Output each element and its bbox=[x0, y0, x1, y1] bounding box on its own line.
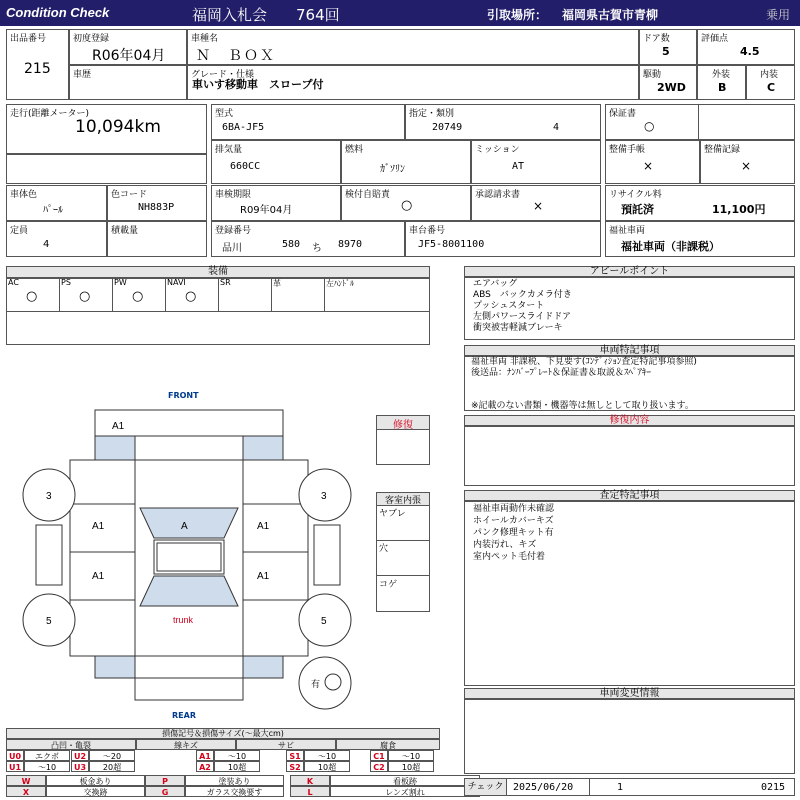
recycle-label: リサイクル料 bbox=[609, 190, 662, 200]
rear-label: REAR bbox=[172, 711, 196, 720]
equipment-label: PS bbox=[61, 278, 71, 287]
legend-code: L bbox=[290, 786, 330, 797]
equipment-value: ○ bbox=[26, 289, 38, 304]
legend-code: W bbox=[6, 775, 46, 786]
color-value: ﾊﾟｰﾙ bbox=[43, 205, 63, 216]
legend-desc: 板金あり bbox=[46, 775, 145, 786]
interior-label: 内装 bbox=[760, 70, 779, 80]
text-line: エアバッグ bbox=[473, 279, 518, 289]
legend-code: S1 bbox=[286, 750, 304, 761]
legend-desc: レンズ割れ bbox=[330, 786, 480, 797]
load-label: 積載量 bbox=[111, 226, 139, 236]
equipment-value: ○ bbox=[132, 289, 144, 304]
displacement-box bbox=[211, 140, 341, 184]
color-label: 車体色 bbox=[10, 190, 38, 200]
doors-label: ドア数 bbox=[643, 34, 670, 44]
model-label: 車種名 bbox=[191, 34, 219, 44]
color-box bbox=[6, 185, 107, 221]
legend-code: U0 bbox=[6, 750, 24, 761]
warranty-divider bbox=[698, 104, 699, 140]
legend-desc: 看板跡 bbox=[330, 775, 480, 786]
legend-code: A1 bbox=[196, 750, 214, 761]
mark-right-front-door: A1 bbox=[257, 521, 270, 532]
appeal-title: アピールポイント bbox=[464, 266, 795, 277]
interior-item: 穴 bbox=[377, 541, 429, 576]
mileage-blank bbox=[6, 154, 207, 184]
approval-label: 承認請求書 bbox=[475, 190, 521, 200]
fuel-value: ｶﾞｿﾘﾝ bbox=[380, 164, 405, 175]
mark-front-bumper: A1 bbox=[112, 421, 125, 432]
legend-desc: ～10 bbox=[24, 761, 70, 772]
legend-code: U1 bbox=[6, 761, 24, 772]
drive-box bbox=[639, 65, 697, 100]
text-line: パンク修理キット有 bbox=[473, 528, 554, 538]
mark-left-front-door: A1 bbox=[92, 521, 105, 532]
capacity-label: 定員 bbox=[10, 226, 29, 236]
equipment-label: PW bbox=[114, 278, 127, 287]
interior-trim-box bbox=[376, 492, 430, 612]
assessment-title: 査定特記事項 bbox=[464, 490, 795, 501]
exterior-box bbox=[697, 65, 746, 100]
legend-code: P bbox=[145, 775, 185, 786]
pickup-location: 福岡県古賀市青柳 bbox=[562, 8, 659, 22]
mileage-value: 10,094km bbox=[75, 117, 161, 137]
plate-number: 8970 bbox=[338, 239, 363, 250]
welfare-label: 福祉車両 bbox=[609, 226, 646, 236]
equipment-label: NAVI bbox=[167, 278, 186, 287]
inspection-box bbox=[211, 185, 341, 221]
equipment-label: 革 bbox=[273, 279, 281, 288]
repair-content-title: 修復内容 bbox=[464, 415, 795, 426]
equipment-title: 装備 bbox=[6, 266, 430, 278]
legend-desc: エクボ bbox=[24, 750, 70, 761]
legend-desc: ～10 bbox=[214, 750, 260, 761]
lot-label: 出品番号 bbox=[10, 34, 47, 44]
legend-code: U3 bbox=[71, 761, 89, 772]
equipment-row-divider bbox=[6, 311, 430, 312]
legend-desc: ～20 bbox=[89, 750, 135, 761]
legend-desc: 塗装あり bbox=[185, 775, 284, 786]
equipment-col-divider bbox=[324, 278, 325, 311]
insurance-box bbox=[341, 185, 471, 221]
record-box bbox=[700, 140, 795, 184]
lot-number: 215 bbox=[24, 61, 51, 77]
exterior-grade: B bbox=[718, 81, 727, 94]
mark-right-rear-door: A1 bbox=[257, 571, 270, 582]
score-value: 4.5 bbox=[740, 45, 760, 58]
displacement-value: 660CC bbox=[230, 161, 261, 172]
insurance-label: 検付自賠責 bbox=[345, 190, 391, 200]
vehicle-type: 乗用 bbox=[766, 8, 791, 22]
change-title: 車両変更情報 bbox=[464, 688, 795, 699]
interior-item: ヤブレ bbox=[377, 506, 429, 541]
notes-title: 車両特記事項 bbox=[464, 345, 795, 356]
legend-code: C2 bbox=[370, 761, 388, 772]
legend-code: C1 bbox=[370, 750, 388, 761]
text-line: ホイールカバーキズ bbox=[473, 516, 554, 526]
type-value: 6BA-JF5 bbox=[222, 122, 265, 133]
mileage-label: 走行(距離メーター) bbox=[10, 109, 90, 119]
drive-label: 駆動 bbox=[643, 70, 662, 80]
legend-code: X bbox=[6, 786, 46, 797]
brand-title: Condition Check bbox=[6, 5, 110, 20]
legend-code: G bbox=[145, 786, 185, 797]
drive-value: 2WD bbox=[657, 81, 686, 94]
welfare-box bbox=[605, 221, 795, 257]
text-line: 福祉車両動作未確認 bbox=[473, 504, 555, 514]
plate-label: 登録番号 bbox=[215, 226, 252, 236]
equipment-label: 左ﾊﾝﾄﾞﾙ bbox=[326, 279, 354, 288]
recycle-value: 11,100円 bbox=[712, 203, 766, 216]
repair-content-box bbox=[464, 426, 795, 486]
record-label: 整備記録 bbox=[704, 145, 741, 155]
class-value: 4 bbox=[553, 122, 560, 133]
score-box bbox=[697, 29, 795, 65]
mileage-box bbox=[6, 104, 207, 154]
equipment-label: AC bbox=[8, 278, 19, 287]
history-label: 車歴 bbox=[73, 70, 92, 80]
mark-hood: A bbox=[181, 521, 188, 532]
appeal-box bbox=[464, 277, 795, 340]
equipment-col-divider bbox=[59, 278, 60, 311]
legend-code: S2 bbox=[286, 761, 304, 772]
notes-footer: ※記載のない書類・機器等は無しとして取り扱います。 bbox=[471, 401, 694, 411]
car-diagram bbox=[0, 400, 380, 710]
legend-group: 線キズ bbox=[136, 739, 236, 750]
exterior-label: 外装 bbox=[712, 70, 731, 80]
check-lot: 0215 bbox=[761, 782, 786, 793]
displacement-label: 排気量 bbox=[215, 145, 243, 155]
doors-box bbox=[639, 29, 697, 65]
legend-desc: 10超 bbox=[214, 761, 260, 772]
grade-label: グレード・仕様 bbox=[191, 70, 255, 80]
history-box bbox=[69, 65, 187, 100]
interior-item: コゲ bbox=[379, 580, 398, 590]
text-line: ABS バックカメラ付き bbox=[473, 290, 572, 300]
text-line: 衝突被害軽減ブレーキ bbox=[473, 323, 563, 333]
check-count: 1 bbox=[617, 782, 624, 793]
check-date: 2025/06/20 bbox=[513, 782, 574, 793]
first-reg-label: 初度登録 bbox=[73, 34, 110, 44]
footer-box bbox=[464, 778, 795, 796]
change-box bbox=[464, 699, 795, 774]
equipment-label: SR bbox=[220, 278, 231, 287]
interior-box bbox=[746, 65, 795, 100]
recycle-box bbox=[605, 185, 795, 221]
text-line: 左側パワースライドドア bbox=[473, 312, 572, 322]
mark-left-rear-door: A1 bbox=[92, 571, 105, 582]
manual-box bbox=[605, 140, 700, 184]
type-box bbox=[211, 104, 405, 140]
spec-label: 指定・類別 bbox=[409, 109, 455, 119]
score-label: 評価点 bbox=[701, 34, 729, 44]
model-box bbox=[187, 29, 639, 65]
warranty-value: ○ bbox=[644, 119, 655, 133]
capacity-box bbox=[6, 221, 107, 257]
legend-group: 腐食 bbox=[336, 739, 440, 750]
equipment-col-divider bbox=[165, 278, 166, 311]
legend-title: 損傷記号＆損傷サイズ(～最大cm) bbox=[6, 728, 440, 739]
legend-desc: ～10 bbox=[388, 750, 434, 761]
text-line: 後送品：ﾅﾝﾊﾞｰﾌﾟﾚｰﾄ＆保証書＆取説＆ｽﾍﾟｱｷｰ bbox=[471, 368, 652, 378]
spec-box bbox=[405, 104, 601, 140]
legend-desc: 交換跡 bbox=[46, 786, 145, 797]
warranty-box bbox=[605, 104, 795, 140]
doors-value: 5 bbox=[662, 45, 670, 58]
manual-value: × bbox=[643, 159, 654, 173]
mark-wheel-rl: 5 bbox=[46, 616, 52, 627]
legend-code: K bbox=[290, 775, 330, 786]
equipment-col-divider bbox=[112, 278, 113, 311]
inspection-label: 車検期限 bbox=[215, 190, 252, 200]
first-registration-box bbox=[69, 29, 187, 65]
plate-area: 品川 bbox=[222, 243, 242, 254]
approval-value: × bbox=[533, 199, 544, 213]
legend-group: サビ bbox=[236, 739, 336, 750]
chassis-box bbox=[405, 221, 601, 257]
approval-box bbox=[471, 185, 601, 221]
trunk-label: trunk bbox=[173, 615, 194, 625]
equipment-col-divider bbox=[271, 278, 272, 311]
grade-value: 車いす移動車 スロープ付 bbox=[192, 78, 324, 91]
equipment-value: ○ bbox=[79, 289, 91, 304]
check-label: チェック bbox=[465, 779, 507, 795]
capacity-value: 4 bbox=[43, 239, 50, 250]
front-label: FRONT bbox=[168, 391, 199, 400]
mark-spare: 有 bbox=[311, 679, 321, 689]
plate-kana: ち bbox=[312, 243, 322, 254]
legend-desc: 10超 bbox=[388, 761, 434, 772]
color-code-label: 色コード bbox=[111, 190, 148, 200]
footer-divider bbox=[589, 779, 590, 795]
pickup-label: 引取場所： bbox=[487, 8, 548, 22]
legend-desc: 10超 bbox=[304, 761, 350, 772]
chassis-value: JF5-8001100 bbox=[418, 239, 485, 250]
text-line: 室内ペット毛付着 bbox=[473, 552, 546, 562]
color-code-value: NH883P bbox=[138, 202, 175, 213]
mark-wheel-fr: 3 bbox=[321, 491, 327, 502]
legend-code: U2 bbox=[71, 750, 89, 761]
spec-value: 20749 bbox=[432, 122, 463, 133]
welfare-value: 福祉車両（非課税） bbox=[621, 240, 720, 253]
type-label: 型式 bbox=[215, 109, 234, 119]
insurance-value: ○ bbox=[401, 198, 413, 213]
mission-value: AT bbox=[512, 161, 525, 172]
legend-desc: ガラス交換要す bbox=[185, 786, 284, 797]
grade-box bbox=[187, 65, 639, 100]
legend-desc: ～10 bbox=[304, 750, 350, 761]
fuel-label: 燃料 bbox=[345, 145, 364, 155]
mission-label: ミッション bbox=[475, 145, 520, 155]
model-name: Ｎ ＢＯＸ bbox=[196, 48, 276, 64]
manual-label: 整備手帳 bbox=[609, 145, 646, 155]
notes-box bbox=[464, 356, 795, 411]
repair-box bbox=[376, 415, 430, 465]
text-line: 内装汚れ、キズ bbox=[473, 540, 537, 550]
auction-name: 福岡入札会 bbox=[192, 6, 268, 24]
auction-number: 764回 bbox=[296, 6, 340, 24]
legend-code: A2 bbox=[196, 761, 214, 772]
legend-desc: 20超 bbox=[89, 761, 135, 772]
warranty-label: 保証書 bbox=[609, 109, 637, 119]
mark-wheel-fl: 3 bbox=[46, 491, 52, 502]
text-line: プッシュスタート bbox=[473, 301, 545, 311]
first-reg-value: R06年04月 bbox=[92, 48, 166, 64]
legend-group: 凸凹・亀裂 bbox=[6, 739, 136, 750]
repair-label: 修復 bbox=[377, 416, 429, 430]
interior-grade: C bbox=[767, 81, 776, 94]
fuel-box bbox=[341, 140, 471, 184]
load-box bbox=[107, 221, 207, 257]
record-value: × bbox=[741, 159, 752, 173]
interior-title: 客室内張 bbox=[377, 493, 429, 506]
assessment-box bbox=[464, 501, 795, 686]
header-bar bbox=[0, 0, 800, 26]
equipment-value: ○ bbox=[185, 289, 197, 304]
mark-wheel-rr: 5 bbox=[321, 616, 327, 627]
plate-class: 580 bbox=[282, 239, 301, 250]
recycle-deposit: 預託済 bbox=[621, 203, 654, 216]
equipment-col-divider bbox=[218, 278, 219, 311]
plate-box bbox=[211, 221, 405, 257]
color-code-box bbox=[107, 185, 207, 221]
inspection-value: R09年04月 bbox=[240, 205, 293, 216]
mission-box bbox=[471, 140, 601, 184]
lot-box bbox=[6, 29, 69, 100]
chassis-label: 車台番号 bbox=[409, 226, 446, 236]
text-line: 福祉車両 非課税、下見要す(ｺﾝﾃﾞｨｼｮﾝ査定特記事項参照) bbox=[471, 357, 697, 367]
